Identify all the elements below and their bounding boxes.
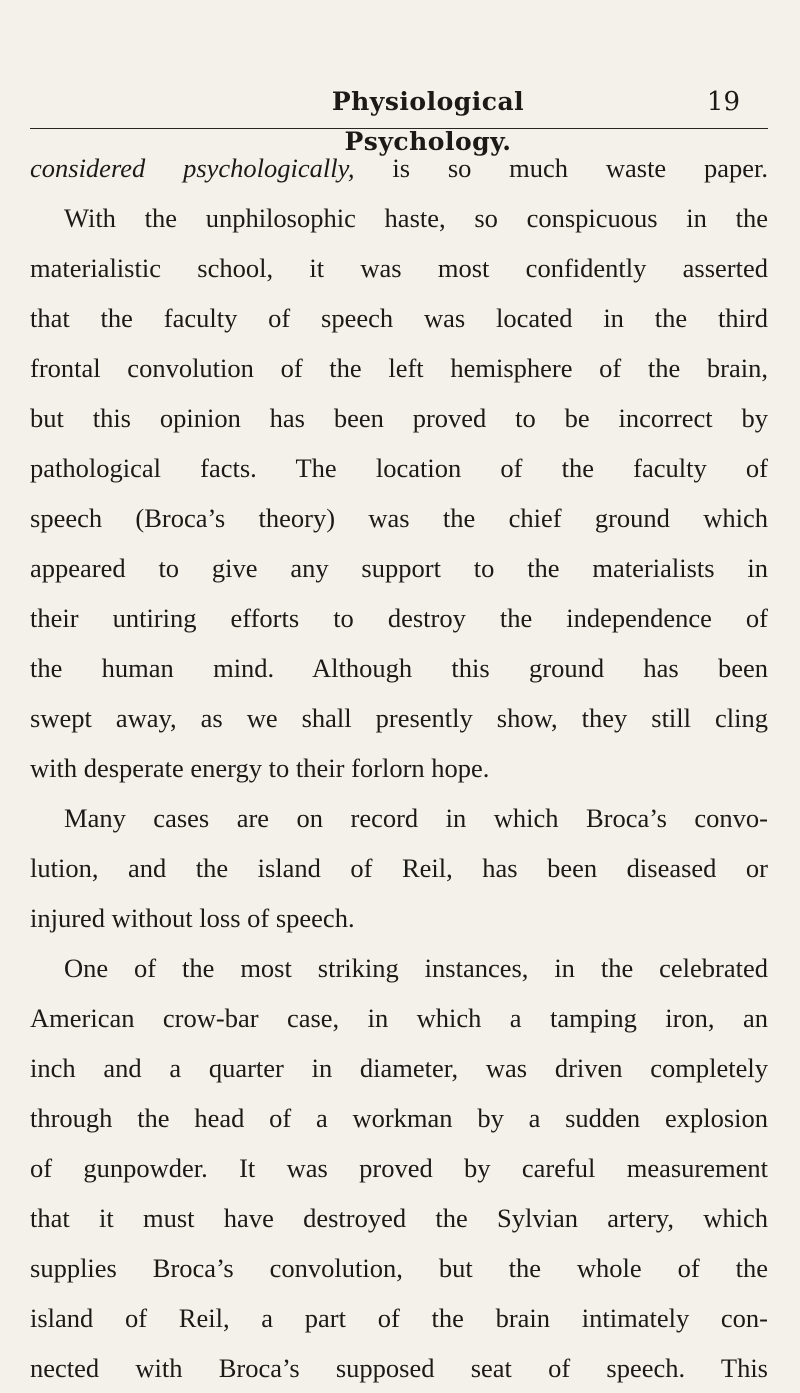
- header-rule: [30, 128, 768, 129]
- text-line: the human mind. Although this ground has been: [30, 653, 768, 683]
- text-line: inch and a quarter in diameter, was driven completely: [30, 1053, 768, 1083]
- text-line: island of Reil, a part of the brain intimately con-: [30, 1303, 768, 1333]
- text-line: nected with Broca’s supposed seat of speech. This: [30, 1353, 768, 1383]
- running-title: Physiological Psychology.: [331, 87, 525, 156]
- body-text: [30, 143, 768, 1393]
- text-line: frontal convolution of the left hemisphere of the brain,: [30, 353, 768, 383]
- text-line: American crow-bar case, in which a tamping iron, an: [30, 1003, 768, 1033]
- text-line: but this opinion has been proved to be incorrect by: [30, 403, 768, 433]
- text-run: is so much waste paper.: [354, 153, 768, 183]
- page-number: 19: [706, 87, 740, 117]
- italic-phrase: considered psychologically,: [30, 153, 355, 183]
- text-line: lution, and the island of Reil, has been diseased or: [30, 853, 768, 883]
- running-head: [0, 82, 800, 156]
- text-line: that it must have destroyed the Sylvian artery, which: [30, 1203, 768, 1233]
- text-line: injured without loss of speech.: [30, 903, 355, 933]
- text-line: With the unphilosophic haste, so conspicuous in the: [64, 203, 768, 233]
- text-line: through the head of a workman by a sudden explosion: [30, 1103, 768, 1133]
- text-line: materialistic school, it was most confidently asserted: [30, 253, 768, 283]
- text-line: Many cases are on record in which Broca’s convo-: [64, 803, 768, 833]
- text-line: [30, 143, 768, 193]
- text-line: speech (Broca’s theory) was the chief ground which: [30, 503, 768, 533]
- text-line: with desperate energy to their forlorn hope.: [30, 753, 490, 783]
- text-line: their untiring efforts to destroy the independence of: [30, 603, 768, 633]
- text-line: of gunpowder. It was proved by careful measurement: [30, 1153, 768, 1183]
- text-line: appeared to give any support to the materialists in: [30, 553, 768, 583]
- text-line: One of the most striking instances, in the celebrated: [64, 953, 768, 983]
- text-line: that the faculty of speech was located in the third: [30, 303, 768, 333]
- text-line: swept away, as we shall presently show, they still cling: [30, 703, 768, 733]
- text-line: supplies Broca’s convolution, but the whole of the: [30, 1253, 768, 1283]
- text-line: pathological facts. The location of the faculty of: [30, 453, 768, 483]
